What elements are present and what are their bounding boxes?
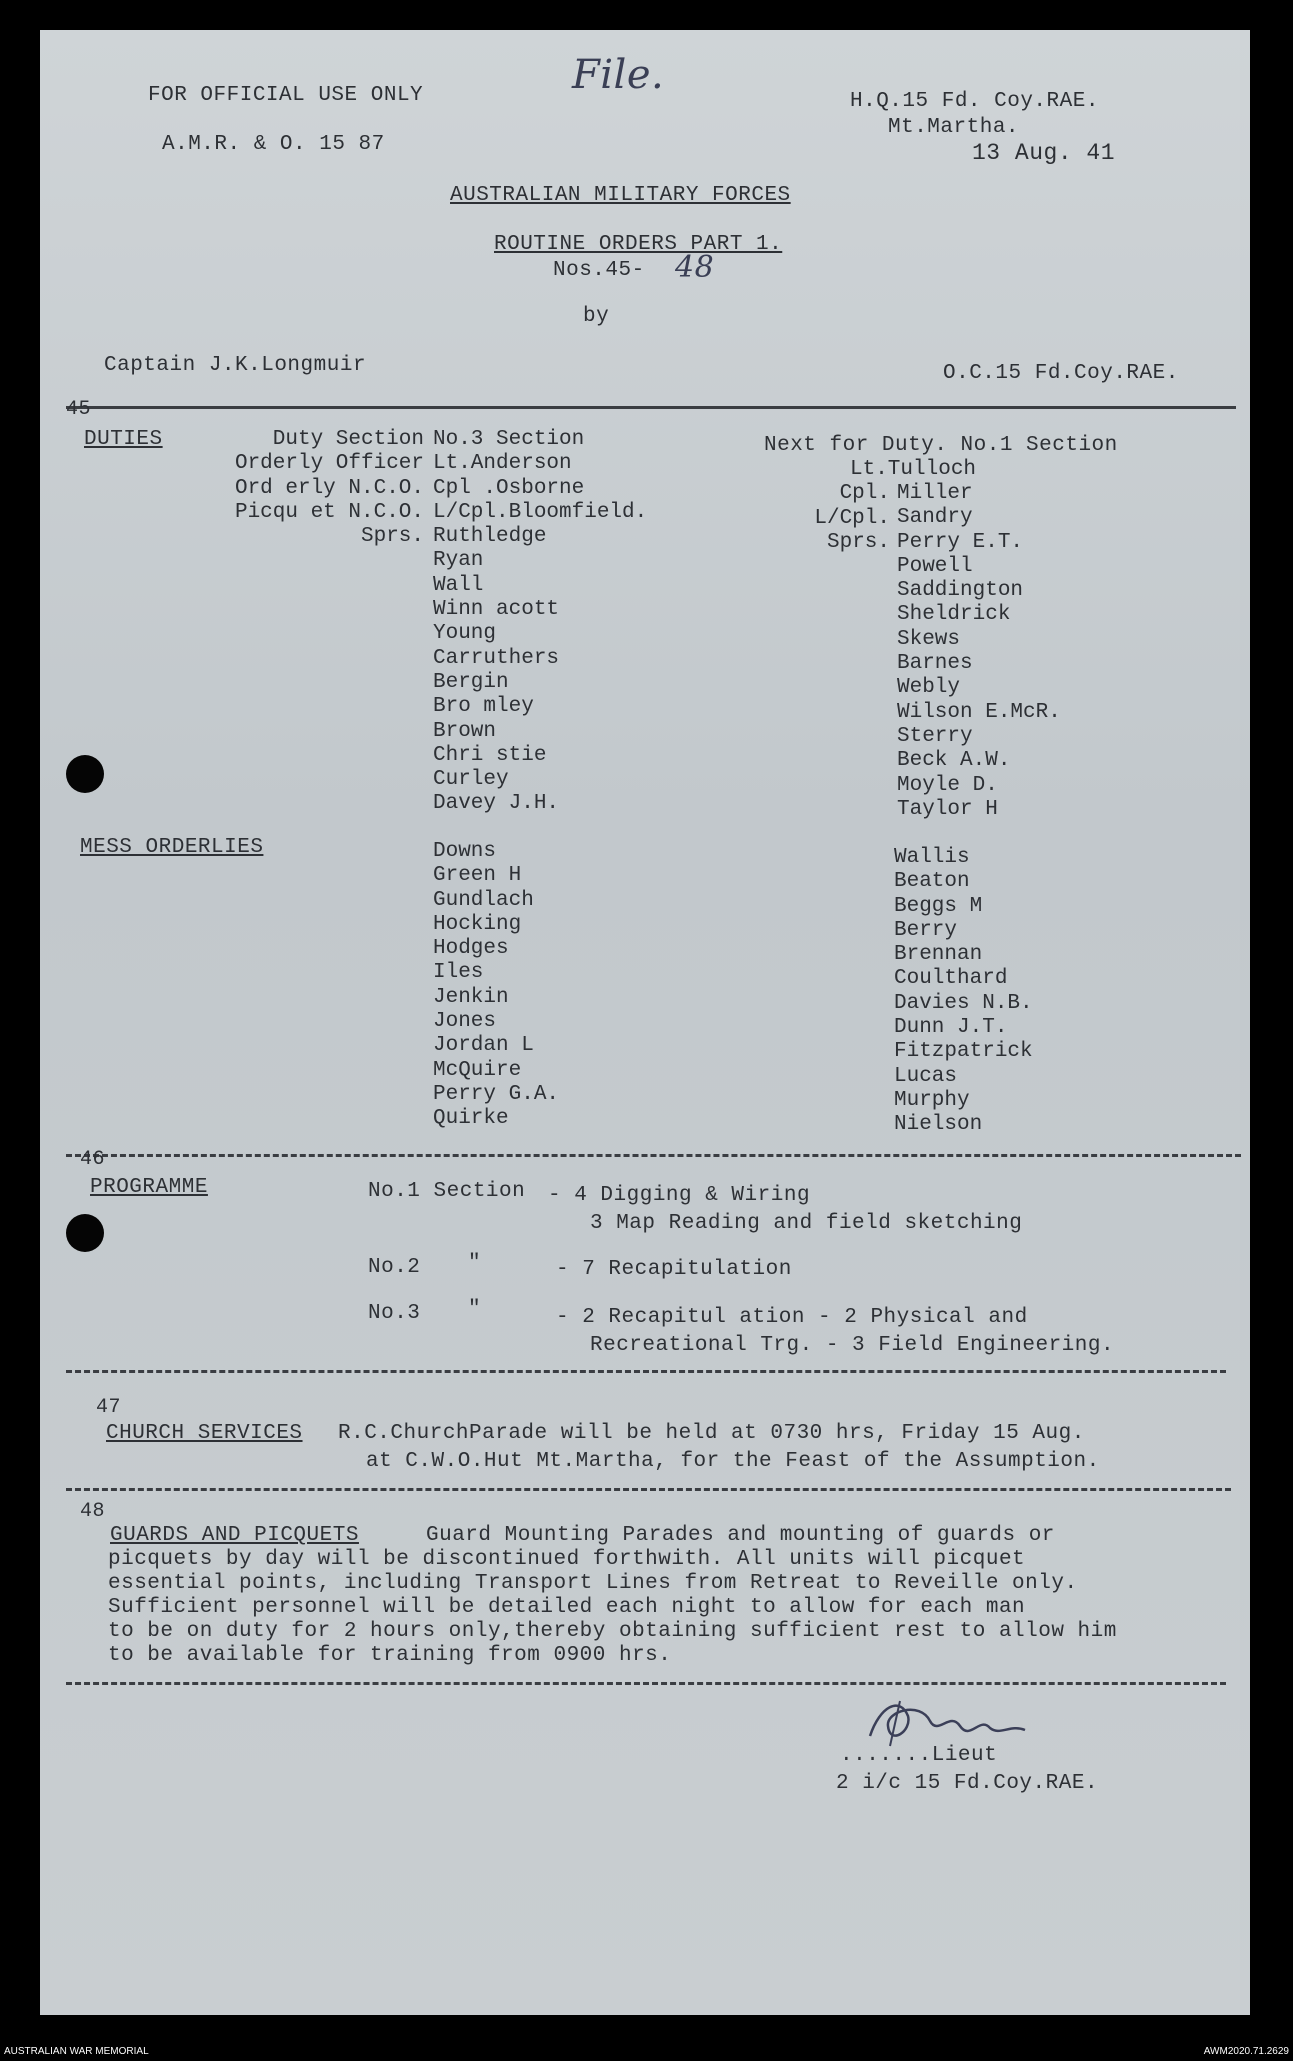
programme-heading: PROGRAMME [90,1176,208,1199]
sapper-name: Moyle D. [897,773,998,797]
orderly-name: Hodges [433,937,509,961]
sapper-name: Bro mley [433,695,534,719]
next-for-duty-heading: Next for Duty. No.1 Section [764,434,1118,457]
duty-value: Lt.Tulloch [850,458,977,481]
programme-section-3: No.3 [368,1302,421,1325]
hq-unit: H.Q.15 Fd. Coy.RAE. [850,90,1099,113]
church-line-1: R.C.ChurchParade will be held at 0730 hrs, Friday 15 Aug. [338,1422,1085,1445]
orderly-name: Perry G.A. [433,1082,560,1106]
footer-credit: AUSTRALIAN WAR MEMORIAL [4,2046,149,2057]
mess-right-list [894,846,1033,1138]
duty-value: Cpl .Osborne [433,476,585,500]
signature-title: .......Lieut [840,1744,998,1767]
punch-hole-top [66,755,104,793]
orderly-name: Iles [433,961,484,985]
duty-label: L/Cpl. [814,506,890,530]
orderly-name: Nielson [894,1113,983,1137]
orderly-name: Quirke [433,1107,509,1131]
sapper-name: Bergin [433,670,509,694]
orderly-name: Lucas [894,1064,958,1088]
orderly-name: Davies N.B. [894,991,1033,1015]
orderly-name: Beggs M [894,894,983,918]
duties-right-values-list [897,482,1061,822]
sapper-name: Brown [433,719,497,743]
guards-line-2: picquets by day will be discontinued forthwith. All units will picquet [108,1548,1026,1571]
programme-section-2-line1: - 7 Recapitulation [556,1258,792,1281]
orderly-name: Green H [433,864,522,888]
closing-rule [66,1682,1226,1685]
duty-value: L/Cpl.Bloomfield. [433,500,648,524]
orderly-name: Coulthard [894,967,1008,991]
orderly-name: Berry [894,918,958,942]
duties-number: 45 [66,398,92,421]
programme-section-3-line1: - 2 Recapitul ation - 2 Physical and [556,1306,1028,1329]
sapper-name: Sterry [897,724,973,748]
hq-place: Mt.Martha. [888,116,1020,139]
document-page [40,30,1250,2015]
orderly-name: Jones [433,1010,497,1034]
sapper-name: Curley [433,768,509,792]
sapper-name: Barnes [897,652,973,676]
orderly-name: Gundlach [433,888,534,912]
duty-value: Miller [897,482,973,505]
sapper-name: Taylor H [897,797,998,821]
order-date: 13 Aug. 41 [972,140,1116,166]
footer-accession-number: AWM2020.71.2629 [1203,2046,1289,2057]
duty-value: Lt.Anderson [433,452,572,476]
programme-section-1-line2: 3 Map Reading and field sketching [590,1212,1023,1235]
captain-name: Captain J.K.Longmuir [104,354,367,377]
officer-commanding: O.C.15 Fd.Coy.RAE. [943,362,1179,385]
programme-section-2: No.2 [368,1256,421,1279]
orderly-name: Jenkin [433,985,509,1009]
routine-orders-title: ROUTINE ORDERS PART 1. [494,233,783,256]
duties-left-labels [204,428,424,549]
church-heading: CHURCH SERVICES [106,1422,303,1445]
duty-value: Perry E.T. [897,530,1024,554]
programme-section-3-line2: Recreational Trg. - 3 Field Engineering. [590,1334,1115,1357]
orderly-name: Downs [433,840,497,863]
duty-label: Orderly Officer [234,452,424,476]
ditto-mark: " [468,1298,482,1321]
sapper-name: Webly [897,676,961,700]
sapper-name: Wall [433,573,484,597]
sapper-name: Skews [897,627,961,651]
duty-value: Sandry [897,506,973,530]
guards-line-6: to be available for training from 0900 hrs. [108,1644,672,1667]
guards-line-5: to be on duty for 2 hours only,thereby obtaining sufficient rest to allow him [108,1620,1117,1643]
sapper-name: Saddington [897,579,1024,603]
duties-heading: DUTIES [84,428,163,451]
forces-title: AUSTRALIAN MILITARY FORCES [450,184,791,207]
file-handwritten-note: File. [572,52,665,98]
sapper-name: Wilson E.McR. [897,700,1061,724]
duty-label: Cpl. [839,482,890,506]
ditto-mark: " [468,1252,482,1275]
section-rule-47 [66,1370,1226,1373]
header-rule [66,406,1236,409]
sapper-name: Winn acott [433,598,560,622]
order-numbers-handwritten: 48 [675,250,715,285]
sapper-name: Ryan [433,549,484,573]
official-use-label: FOR OFFICIAL USE ONLY [148,84,424,107]
church-line-2: at C.W.O.Hut Mt.Martha, for the Feast of the Assumption. [366,1450,1100,1473]
sapper-name: Sheldrick [897,603,1011,627]
duty-value: Ruthledge [433,525,547,549]
duties-right-values [850,458,976,482]
guards-heading: GUARDS AND PICQUETS [110,1524,359,1547]
guards-line-3: essential points, including Transport Lines from Retreat to Reveille only. [108,1572,1078,1595]
programme-number: 46 [80,1148,106,1171]
sapper-name: Powell [897,554,973,578]
duty-label: Duty Section [272,428,424,451]
amr-reference: A.M.R. & O. 15 87 [162,133,385,156]
mess-orderlies-heading: MESS ORDERLIES [80,836,264,859]
punch-hole-bottom [66,1214,104,1252]
sapper-name: Davey J.H. [433,792,560,816]
church-number: 47 [96,1396,122,1419]
duty-label: Ord erly N.C.O. [234,476,424,500]
programme-section-1: No.1 Section [368,1180,526,1203]
by-label: by [583,305,610,328]
sapper-name: Carruthers [433,646,560,670]
orderly-name: Dunn J.T. [894,1016,1008,1040]
section-rule-48 [66,1488,1231,1491]
guards-line-1: Guard Mounting Parades and mounting of guards or [426,1524,1055,1547]
orderly-name: Murphy [894,1088,970,1112]
signature-unit: 2 i/c 15 Fd.Coy.RAE. [836,1772,1099,1795]
duty-label: Sprs. [826,530,890,554]
orderly-name: Fitzpatrick [894,1040,1033,1064]
duty-label: Sprs. [360,525,424,549]
orderly-name: Wallis [894,846,970,869]
order-numbers: Nos.45- [553,259,645,282]
orderly-name: Beaton [894,870,970,894]
programme-section-1-line1: - 4 Digging & Wiring [548,1184,811,1207]
guards-line-4: Sufficient personnel will be detailed each night to allow for each man [108,1596,1026,1619]
duty-value: No.3 Section [433,428,585,451]
duties-left-values [433,428,647,817]
orderly-name: Hocking [433,912,522,936]
sapper-name: Beck A.W. [897,749,1011,773]
orderly-name: McQuire [433,1058,522,1082]
sapper-name: Chri stie [433,743,547,767]
section-rule-46 [66,1154,1241,1157]
duty-label: Picqu et N.C.O. [234,500,424,524]
orderly-name: Jordan L [433,1034,534,1058]
guards-number: 48 [80,1500,106,1523]
orderly-name: Brennan [894,943,983,967]
sapper-name: Young [433,622,497,646]
mess-left-list [433,840,559,1132]
